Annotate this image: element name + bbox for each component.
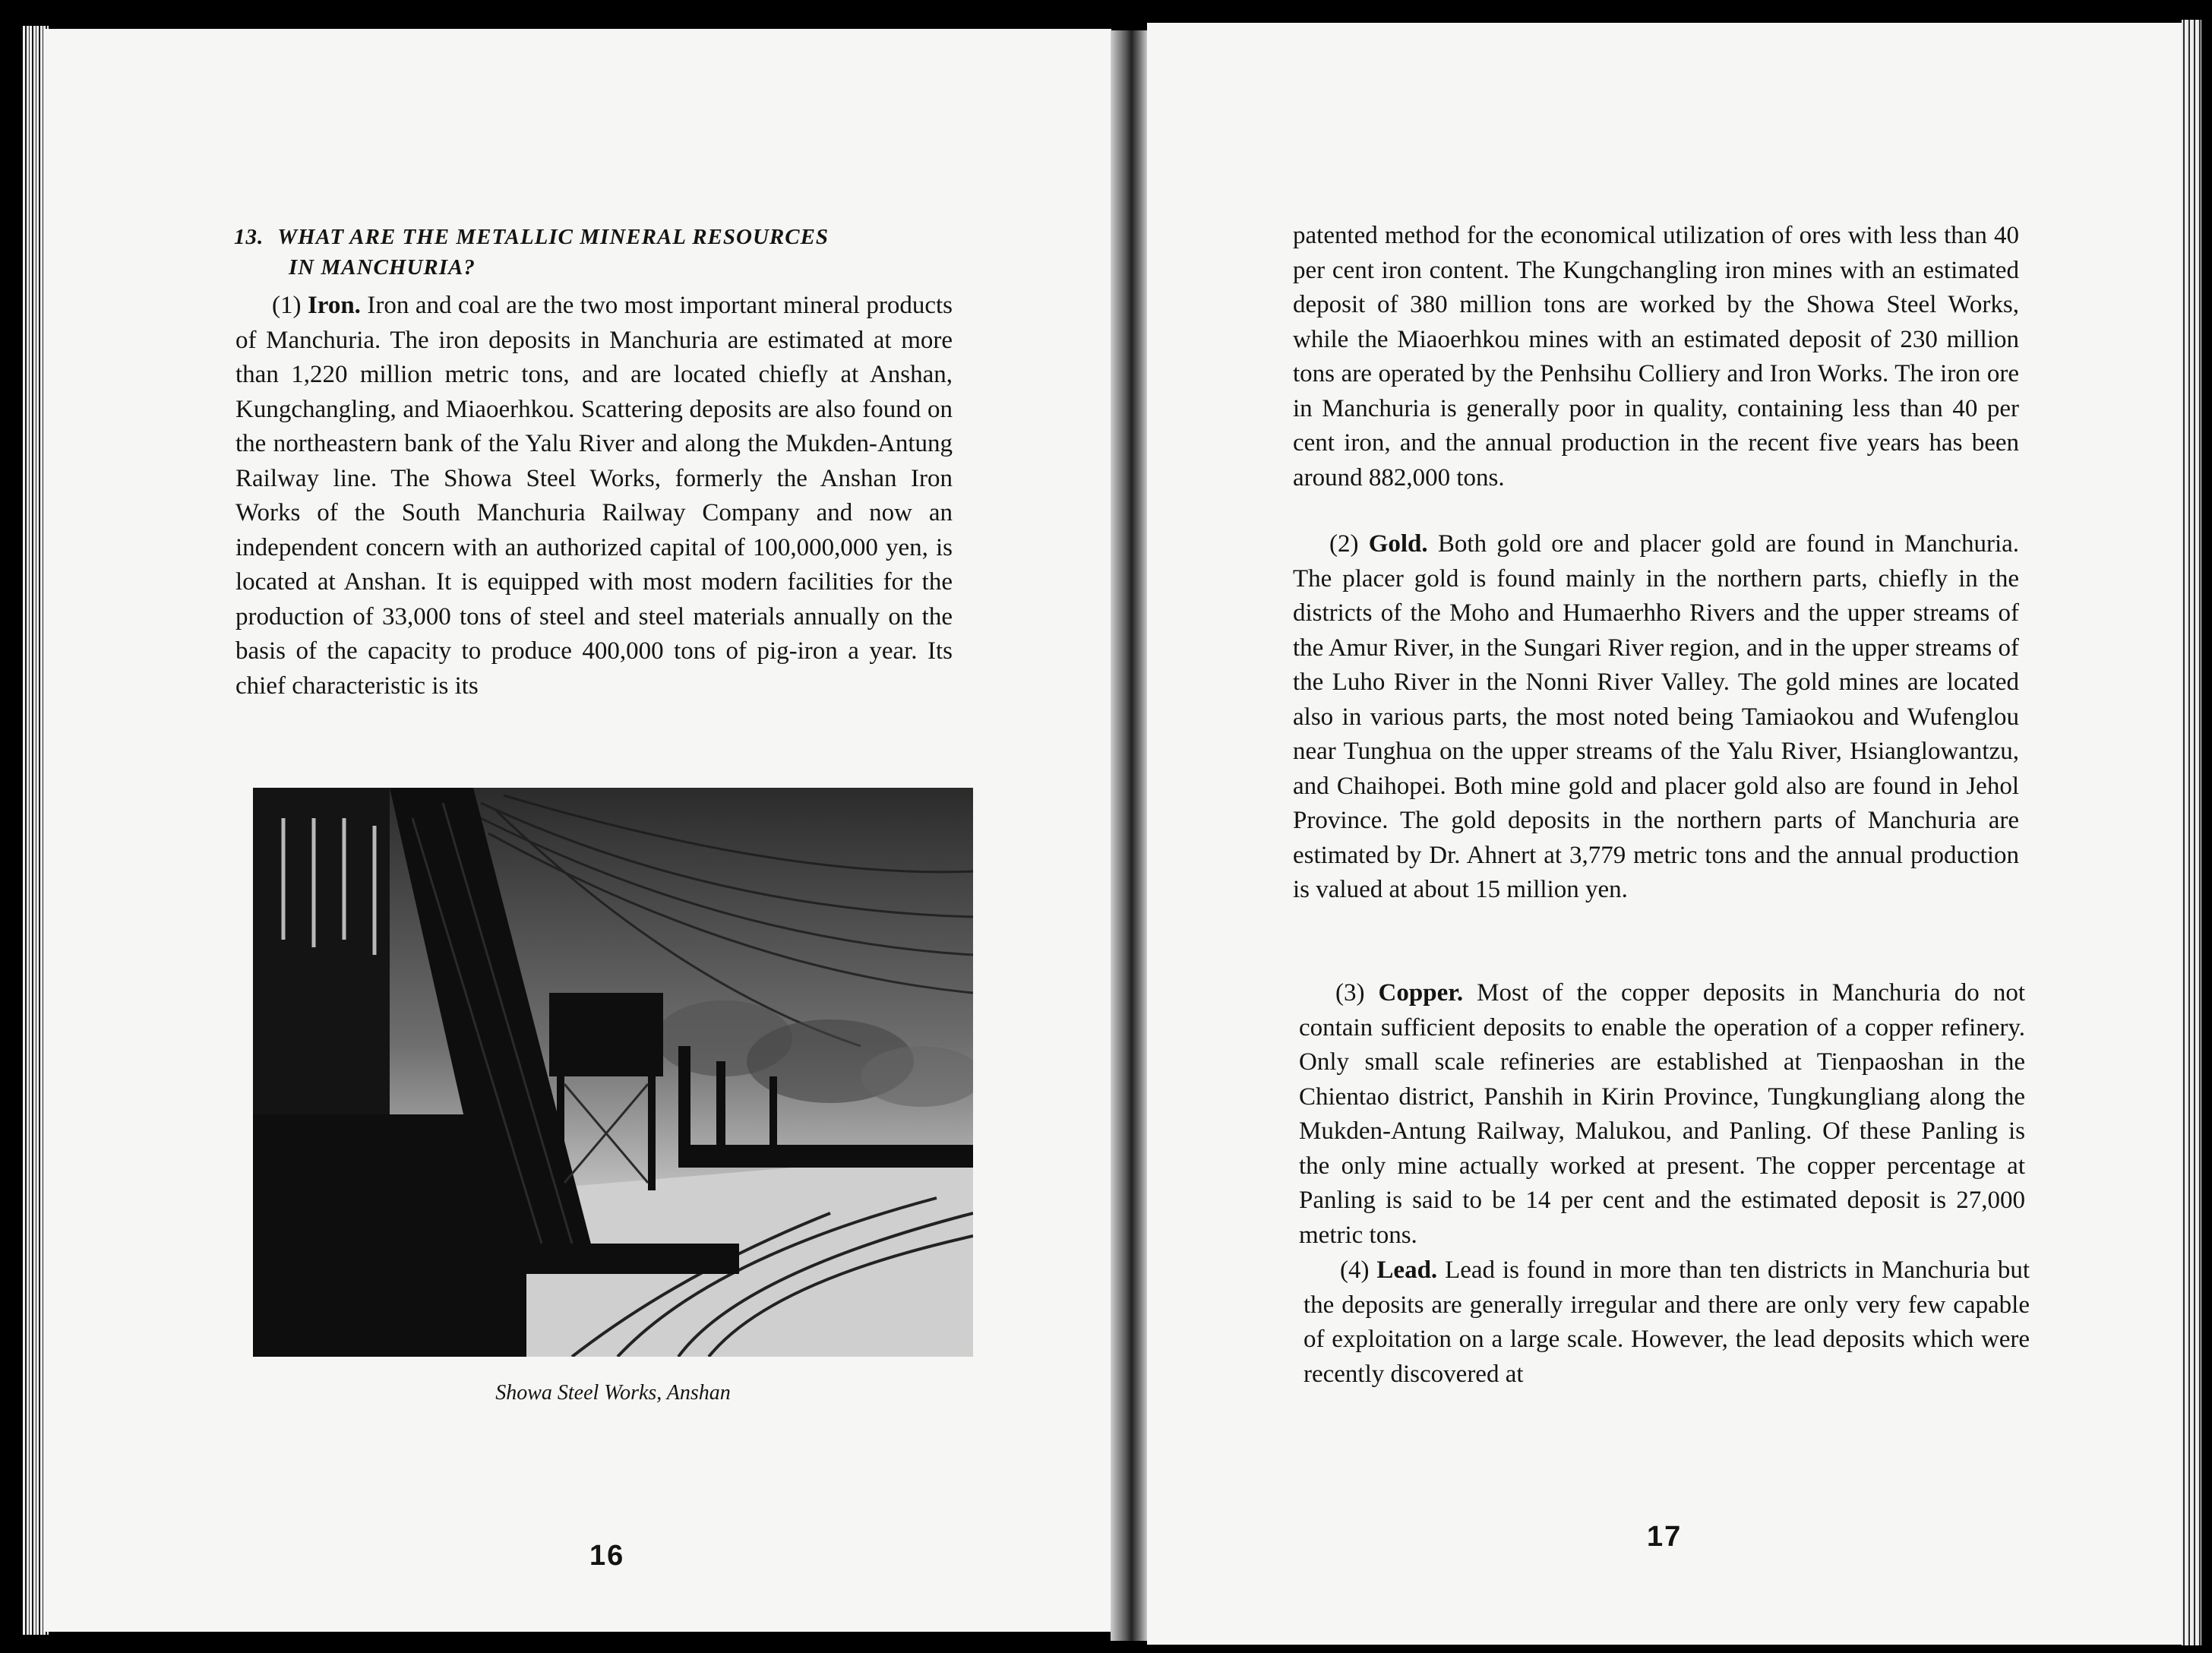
- copper-number: (3): [1335, 979, 1365, 1007]
- copper-label: Copper.: [1378, 979, 1464, 1007]
- section-heading-line1: WHAT ARE THE METALLIC MINERAL RESOURCES: [277, 225, 830, 249]
- copper-paragraph: [1299, 976, 2025, 1253]
- gold-number: (2): [1329, 530, 1359, 558]
- copper-text: Most of the copper deposits in Manchuria do not contain sufficient deposits to enable the operation of a copper refinery. Only small scale refineries are established at Tienpaoshan in the Chientao district, Panshih in Kirin Province, Tungkungliang along the Mukden-Antung Railway, Malukou, and Panling. Of these Panling is the only mine actually worked at present. The copper percentage at Panling is said to be 14 per cent and the estimated deposit is 27,000 metric tons.: [1299, 979, 2026, 1249]
- lead-text: Lead is found in more than ten districts in Manchuria but the deposits are generally irregular and there are only very few capable of exploitation on a large scale. However, the lead deposits which were recently discovered at: [1304, 1256, 2030, 1388]
- iron-text: Iron and coal are the two most important mineral products of Manchuria. The iron deposits in Manchuria are estimated at more than 1,220 million metric tons, and are located chiefly at Anshan, Kungchangling, and Miaoerhkou. Scattering deposits are also found on the northeastern bank of the Yalu River and along the Mukden-Antung Railway line. The Showa Steel Works, formerly the Anshan Iron Works of the South Manchuria Railway Company and now an independent concern with an authorized capital of 100,000,000 yen, is located at Anshan. It is equipped with most modern facilities for the production of 33,000 tons of steel and steel materials annually on the basis of the capacity to produce 400,000 tons of pig-iron a year. Its chief characteristic is its: [235, 292, 953, 700]
- steel-works-photo: [253, 788, 973, 1357]
- gold-label: Gold.: [1368, 530, 1428, 558]
- iron-label: Iron.: [307, 292, 361, 319]
- gold-text: Both gold ore and placer gold are found in Manchuria. The placer gold is found mainly in the northern parts, chiefly in the districts of the Moho and Humaerhho Rivers and the upper streams of the Amur River, in the Sungari River region, and in the upper streams of the Luho River in the Nonni River Valley. The gold mines are located also in various parts, the most noted being Tamiaokou and Wufenglou near Tunghua on the upper streams of the Yalu River, Hsianglowantzu, and Chaihopei. Both mine gold and placer gold also are found in Jehol Province. The gold deposits in the northern parts of Manchuria are estimated by Dr. Ahnert at 3,779 metric tons and the annual production is valued at about 15 million yen.: [1293, 530, 2020, 903]
- lead-label: Lead.: [1376, 1256, 1438, 1284]
- right-page-edges: [2182, 20, 2201, 1645]
- figure-caption: Showa Steel Works, Anshan: [495, 1381, 731, 1405]
- iron-paragraph: [235, 289, 953, 703]
- gold-paragraph: [1293, 527, 2019, 908]
- lead-number: (4): [1340, 1256, 1370, 1284]
- page-number-right: 17: [1647, 1521, 1683, 1553]
- lead-paragraph: [1304, 1253, 2030, 1392]
- section-number: 13.: [234, 225, 264, 249]
- iron-continued-paragraph: patented method for the economical utilization of ores with less than 40 per cent iron content. The Kungchangling iron mines with an estimated deposit of 380 million tons are worked by the Showa Steel Works, while the Miaoerhkou mines with an estimated deposit of 230 million tons are operated by the Penhsihu Colliery and Iron Works. The iron ore in Manchuria is generally poor in quality, containing less than 40 per cent iron, and the annual production in the recent five years has been around 882,000 tons.: [1293, 222, 2019, 491]
- book-gutter: [1111, 30, 1149, 1641]
- section-heading: [234, 222, 956, 283]
- page-number-left: 16: [589, 1540, 625, 1572]
- iron-number: (1): [272, 292, 302, 319]
- section-heading-line2: IN MANCHURIA?: [289, 255, 476, 280]
